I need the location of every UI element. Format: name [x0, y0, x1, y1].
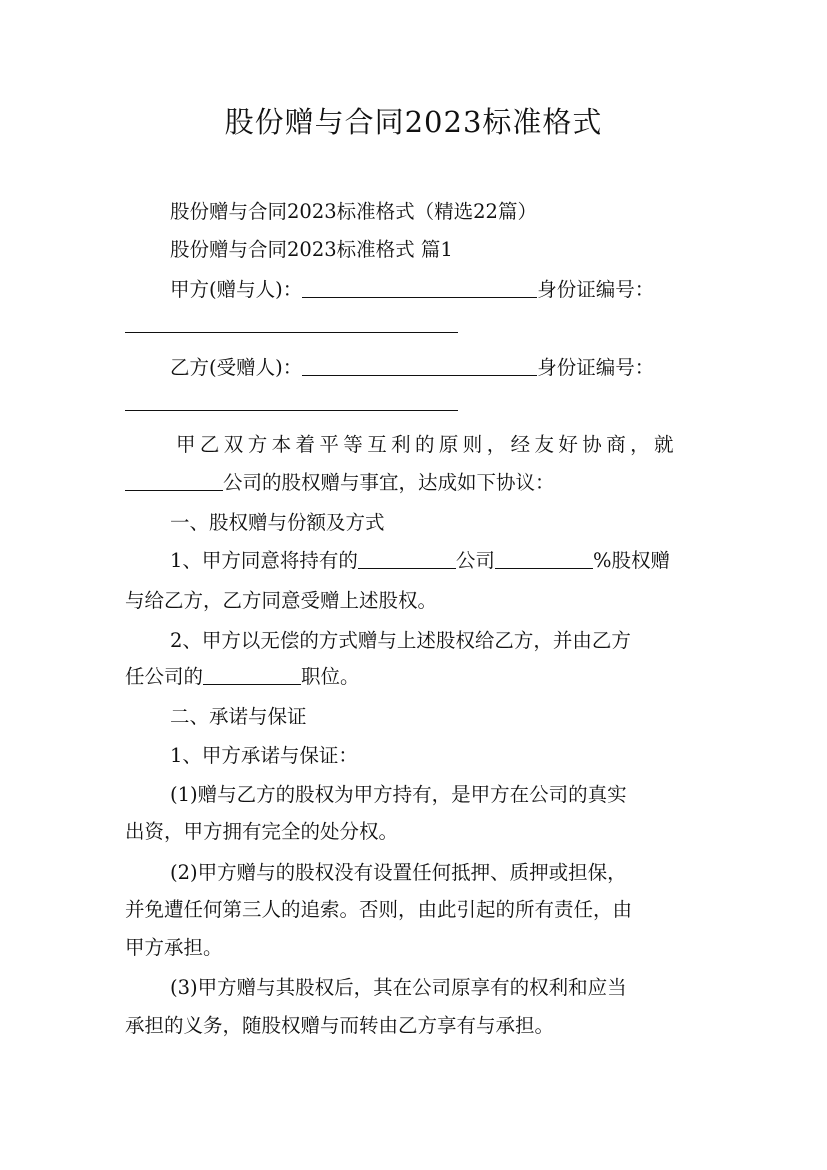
paragraph-heading-two: 二、承诺与保证	[170, 705, 307, 728]
clause-1-1-blank-a	[358, 548, 456, 569]
paragraph-preamble: 甲乙双方本着平等互利的原则，经友好协商，就	[176, 433, 678, 456]
party-a-id-blank	[125, 312, 458, 333]
paragraph-clause-1-1	[170, 546, 705, 576]
party-b-id-blank	[125, 390, 458, 411]
clause-1-1-text-a: 1、甲方同意将持有的	[170, 549, 358, 572]
preamble-text: 公司的股权赠与事宜，达成如下协议：	[223, 471, 555, 494]
paragraph-item-3: (3)甲方赠与其股权后，其在公司原享有的权利和应当	[170, 976, 627, 999]
paragraph-item-2: (2)甲方赠与的股权没有设置任何抵押、质押或担保，	[170, 861, 627, 884]
clause-1-2-text-a: 任公司的	[125, 665, 204, 688]
party-b-label: 乙方(受赠人)：	[170, 356, 303, 379]
paragraph-heading-one: 一、股权赠与份额及方式	[170, 511, 385, 534]
party-a-id-label: 身份证编号：	[537, 278, 655, 301]
paragraph-item-1: (1)赠与乙方的股权为甲方持有，是甲方在公司的真实	[170, 783, 627, 806]
document-title: 股份赠与合同2023标准格式	[224, 105, 603, 139]
paragraph-item-3-cont: 承担的义务，随股权赠与而转由乙方享有与承担。	[125, 1014, 555, 1037]
paragraph-subtitle: 股份赠与合同2023标准格式（精选22篇）	[170, 200, 537, 223]
party-b-id-label: 身份证编号：	[537, 356, 655, 379]
paragraph-party-b-id-line	[125, 388, 705, 418]
paragraph-item-1-cont: 出资，甲方拥有完全的处分权。	[125, 820, 399, 843]
party-a-label: 甲方(赠与人)：	[170, 278, 303, 301]
paragraph-item-2-cont2: 甲方承担。	[125, 936, 223, 959]
paragraph-party-b	[170, 353, 705, 383]
paragraph-party-a	[170, 275, 705, 305]
paragraph-clause-1-2-cont	[125, 662, 705, 692]
paragraph-item-2-cont: 并免遭任何第三人的追索。否则，由此引起的所有责任，由	[125, 898, 633, 921]
clause-1-1-text-b: 公司	[455, 549, 495, 572]
paragraph-preamble-cont	[125, 468, 705, 498]
paragraph-clause-1-2: 2、甲方以无偿的方式赠与上述股权给乙方，并由乙方	[170, 629, 631, 652]
paragraph-clause-2-1: 1、甲方承诺与保证：	[170, 744, 358, 767]
company-name-blank	[125, 470, 223, 491]
position-blank	[203, 664, 301, 685]
clause-1-1-blank-b	[495, 548, 593, 569]
clause-1-1-text-c: %股权赠	[592, 549, 670, 572]
paragraph-party-a-id-line	[125, 310, 705, 340]
paragraph-section-heading: 股份赠与合同2023标准格式 篇1	[170, 238, 453, 261]
party-a-name-blank	[302, 277, 537, 298]
party-b-name-blank	[302, 355, 537, 376]
paragraph-clause-1-1-cont: 与给乙方，乙方同意受赠上述股权。	[125, 589, 438, 612]
clause-1-2-text-b: 职位。	[301, 665, 360, 688]
